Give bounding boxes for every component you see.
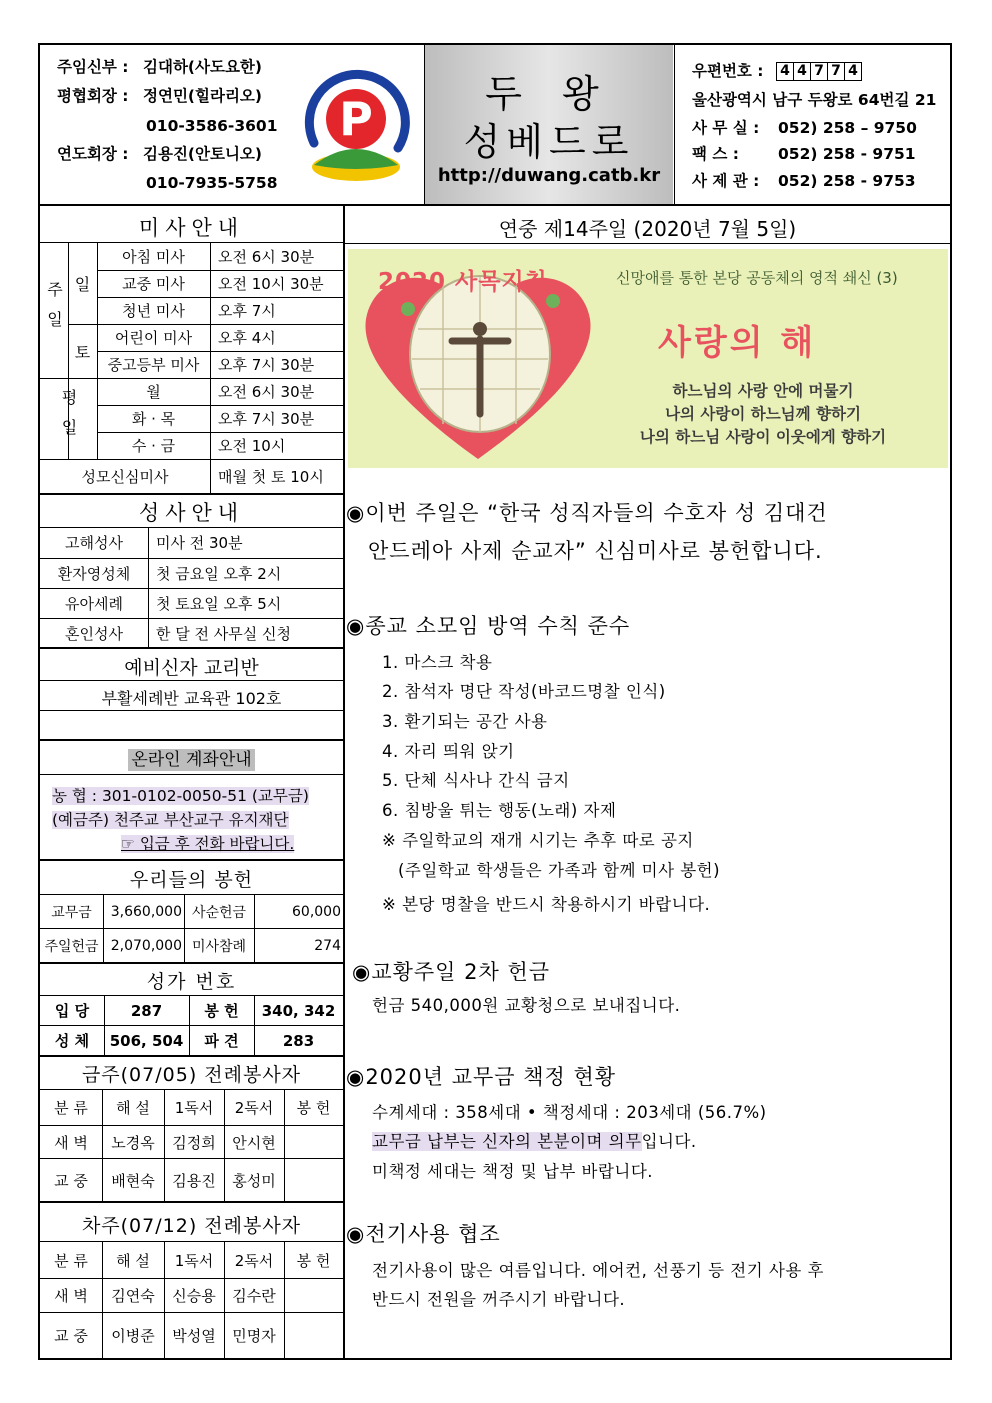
rule bbox=[40, 1201, 343, 1203]
servers-head: 봉 헌 bbox=[296, 1251, 331, 1270]
servers-this-title: 금주(07/05) 전례봉사자 bbox=[81, 1064, 302, 1086]
sacrament-value: 첫 금요일 오후 2시 bbox=[156, 565, 282, 583]
mass-time: 오후 7시 30분 bbox=[218, 410, 315, 428]
office-phone: 052) 258 – 9750 bbox=[778, 119, 917, 137]
title-line1: 두 왕 bbox=[485, 72, 613, 116]
title-left-border bbox=[424, 43, 425, 205]
account-title: 온라인 계좌안내 bbox=[128, 749, 254, 771]
mass-name: 중고등부 미사 bbox=[107, 356, 200, 374]
weekday-group-label: 평일 bbox=[59, 388, 78, 449]
notice2-title: ◉종교 소모임 방역 수칙 준수 bbox=[346, 614, 631, 638]
column-divider bbox=[343, 205, 345, 1360]
servers-cell: 안시현 bbox=[232, 1133, 276, 1152]
hymn-label: 입 당 bbox=[54, 1002, 90, 1020]
fax-number: 052) 258 - 9751 bbox=[778, 145, 916, 163]
servers-next-title: 차주(07/12) 전례봉사자 bbox=[81, 1215, 302, 1237]
rule bbox=[40, 1055, 343, 1057]
council-label: 평협회장 : bbox=[57, 87, 129, 105]
offering-label: 사순헌금 bbox=[191, 904, 247, 921]
rule bbox=[40, 647, 343, 649]
servers-cell bbox=[284, 1126, 343, 1158]
office-label: 사 무 실 : bbox=[692, 119, 760, 137]
rule bbox=[40, 962, 343, 964]
servers-head: 해 설 bbox=[116, 1099, 150, 1117]
youth-name: 김용진(안토니오) bbox=[143, 145, 262, 163]
servers-cell: 민명자 bbox=[232, 1327, 276, 1345]
account-line1-wrap bbox=[52, 784, 309, 806]
banner-title: 2020 사목지침 bbox=[378, 269, 548, 295]
hymn-number: 340, 342 bbox=[261, 1001, 336, 1020]
rule-item: 1. 마스크 착용 bbox=[382, 653, 493, 672]
website-url[interactable]: http://duwang.catb.kr bbox=[437, 165, 661, 186]
zip-digit: 7 bbox=[811, 62, 828, 81]
rule bbox=[40, 859, 343, 861]
hymn-number: 283 bbox=[282, 1031, 315, 1050]
notice4-highlight: 교무금 납부는 신자의 본분이며 의무 bbox=[372, 1132, 642, 1151]
notice4-line2-rest: 입니다. bbox=[641, 1132, 697, 1151]
servers-head: 분 류 bbox=[54, 1251, 88, 1270]
sunday-group-label: 주일 bbox=[44, 280, 64, 341]
figure-head bbox=[473, 322, 487, 336]
offering-amount: 2,070,000 bbox=[110, 937, 182, 954]
servers-cell: 박성열 bbox=[172, 1327, 216, 1345]
banner-headline: 사랑의 해 bbox=[658, 323, 817, 363]
youth-label: 연도회장 : bbox=[57, 145, 129, 163]
sacrament-name: 고해성사 bbox=[65, 534, 123, 552]
mass-name: 월 bbox=[146, 383, 161, 401]
sacrament-name: 환자영성체 bbox=[57, 565, 131, 583]
offering-amount: 3,660,000 bbox=[110, 903, 182, 920]
account-title-wrap bbox=[40, 745, 343, 770]
rule bbox=[40, 680, 343, 681]
notice5-line1: 전기사용이 많은 여름입니다. 에어컨, 선풍기 등 전기 사용 후 bbox=[372, 1261, 824, 1280]
rule-item: 6. 침방울 튀는 행동(노래) 자제 bbox=[382, 801, 617, 820]
sacrament-name: 혼인성사 bbox=[65, 624, 123, 643]
mass-time: 오후 7시 bbox=[218, 302, 276, 320]
hymn-title: 성가 번호 bbox=[146, 971, 237, 993]
saturday-day-label: 토 bbox=[74, 342, 91, 362]
account-note: ☞ 입금 후 전화 바랍니다. bbox=[121, 835, 295, 853]
sacrament-value: 미사 전 30분 bbox=[156, 534, 243, 552]
servers-cell bbox=[284, 1279, 343, 1312]
servers-head: 1독서 bbox=[174, 1099, 214, 1117]
banner-line3: 나의 하느님 사랑이 이웃에게 향하기 bbox=[639, 428, 887, 446]
rule-item: 2. 참석자 명단 작성(바코드명찰 인식) bbox=[382, 682, 666, 701]
zip-digit: 7 bbox=[828, 62, 845, 81]
servers-head: 2독서 bbox=[234, 1099, 274, 1117]
council-phone: 010-3586-3601 bbox=[146, 117, 278, 135]
offering-amount: 274 bbox=[314, 937, 341, 954]
account-line2-wrap bbox=[52, 808, 289, 830]
catechumen-title: 예비신자 교리반 bbox=[124, 657, 259, 679]
notice5-line2: 반드시 전원을 꺼주시기 바랍니다. bbox=[372, 1290, 626, 1309]
rectory-phone: 052) 258 - 9753 bbox=[778, 172, 916, 190]
mass-name: 아침 미사 bbox=[122, 248, 185, 266]
mass-name: 화 · 목 bbox=[131, 410, 176, 428]
servers-head: 1독서 bbox=[174, 1251, 214, 1270]
servers-cell: 교 중 bbox=[54, 1171, 88, 1190]
leaf-dot bbox=[546, 294, 560, 308]
title-block bbox=[425, 45, 673, 204]
zip-digit: 4 bbox=[776, 62, 794, 81]
hymn-label: 성 체 bbox=[54, 1032, 90, 1050]
servers-head: 해 설 bbox=[116, 1251, 150, 1270]
notice5-title: ◉전기사용 협조 bbox=[346, 1222, 501, 1246]
rule bbox=[40, 739, 343, 741]
servers-cell: 배현숙 bbox=[111, 1171, 155, 1190]
servers-cell: 김용진 bbox=[172, 1171, 216, 1190]
notice4-line2 bbox=[372, 1128, 697, 1152]
rule-note: ※ 주일학교의 재개 시기는 추후 따로 공지 bbox=[382, 831, 694, 850]
sunday-day-label: 일 bbox=[74, 275, 91, 294]
servers-head: 2독서 bbox=[234, 1251, 274, 1270]
logo-letter: P bbox=[339, 92, 373, 146]
account-number: 농 협 : 301-0102-0050-51 (교무금) bbox=[52, 787, 309, 805]
servers-cell bbox=[284, 1313, 343, 1358]
zip-digit: 4 bbox=[845, 62, 862, 81]
notice4-line3: 미책정 세대는 책정 및 납부 바랍니다. bbox=[372, 1162, 654, 1181]
notice3-text: 헌금 540,000원 교황청으로 보내집니다. bbox=[372, 996, 681, 1015]
offering-amount: 60,000 bbox=[292, 903, 341, 920]
mass-name: 청년 미사 bbox=[122, 302, 185, 320]
account-holder: (예금주) 천주교 부산교구 유지재단 bbox=[52, 811, 289, 829]
sacrament-title: 성사안내 bbox=[138, 501, 245, 525]
notice4-title: ◉2020년 교무금 책정 현황 bbox=[346, 1065, 617, 1089]
hymn-number: 287 bbox=[130, 1001, 163, 1020]
mass-name: 어린이 미사 bbox=[114, 329, 193, 347]
mass-time: 오후 4시 bbox=[218, 329, 276, 347]
rule-item: 4. 자리 띄워 앉기 bbox=[382, 742, 515, 761]
mass-time: 오전 6시 30분 bbox=[218, 383, 315, 401]
offering-label: 교무금 bbox=[51, 904, 92, 921]
council-name: 정연민(힐라리오) bbox=[143, 87, 262, 105]
notice1-line1: ◉이번 주일은 “한국 성직자들의 수호자 성 김대건 bbox=[346, 501, 828, 525]
mass-name: 교중 미사 bbox=[122, 275, 185, 293]
rule-item: 5. 단체 식사나 간식 금지 bbox=[382, 771, 570, 790]
account-line3-wrap bbox=[121, 832, 294, 854]
servers-cell: 김수란 bbox=[232, 1287, 276, 1305]
mass-name: 수 · 금 bbox=[131, 437, 176, 455]
youth-phone: 010-7935-5758 bbox=[146, 174, 278, 192]
offering-title: 우리들의 봉헌 bbox=[129, 869, 254, 891]
zip-boxes bbox=[776, 62, 862, 81]
catechumen-class: 부활세례반 교육관 102호 bbox=[101, 689, 282, 708]
title-line2: 성베드로 bbox=[463, 120, 635, 164]
rule-item: 3. 환기되는 공간 사용 bbox=[382, 712, 548, 731]
servers-head: 봉 헌 bbox=[296, 1099, 331, 1117]
servers-cell: 새 벽 bbox=[54, 1133, 88, 1152]
servers-head: 분 류 bbox=[54, 1099, 88, 1117]
sacrament-name: 유아세례 bbox=[65, 595, 123, 613]
rectory-label: 사 제 관 : bbox=[692, 172, 760, 190]
mass-time: 오전 10시 bbox=[218, 437, 286, 455]
servers-cell: 김연숙 bbox=[111, 1287, 155, 1305]
offering-label: 주일헌금 bbox=[44, 938, 99, 955]
rule bbox=[68, 324, 98, 325]
logo-green-hill bbox=[314, 149, 398, 169]
servers-cell: 노경옥 bbox=[111, 1133, 155, 1152]
hymn-number: 506, 504 bbox=[109, 1031, 184, 1050]
offering-label: 미사참례 bbox=[191, 938, 247, 955]
servers-cell: 홍성미 bbox=[232, 1171, 276, 1190]
week-title: 연중 제14주일 (2020년 7월 5일) bbox=[498, 217, 797, 241]
pastoral-banner bbox=[348, 249, 948, 468]
special-mass-time: 매월 첫 토 10시 bbox=[218, 467, 324, 486]
zip-digit: 4 bbox=[794, 62, 811, 81]
zip-label: 우편번호 : bbox=[692, 62, 764, 80]
sacrament-value: 첫 토요일 오후 5시 bbox=[156, 595, 282, 613]
servers-cell bbox=[284, 1159, 343, 1201]
rule-note: ※ 본당 명찰을 반드시 착용하시기 바랍니다. bbox=[382, 895, 711, 914]
title-right-border bbox=[674, 43, 675, 205]
header-divider bbox=[38, 204, 952, 206]
mass-time: 오전 6시 30분 bbox=[218, 248, 315, 266]
notice3-title: ◉교황주일 2차 헌금 bbox=[352, 960, 551, 984]
rule bbox=[40, 710, 343, 711]
banner-line1: 하느님의 사랑 안에 머물기 bbox=[672, 382, 854, 400]
address: 울산광역시 남구 두왕로 64번길 21 bbox=[692, 91, 937, 109]
banner-line2: 나의 사랑이 하느님께 향하기 bbox=[665, 405, 861, 423]
leaf-dot bbox=[401, 302, 415, 316]
rule bbox=[345, 243, 950, 244]
pastor-name: 김대하(사도요한) bbox=[143, 58, 262, 76]
rule bbox=[40, 493, 343, 495]
special-mass-name: 성모신심미사 bbox=[81, 467, 169, 486]
rule bbox=[40, 774, 343, 775]
servers-cell: 김정희 bbox=[172, 1133, 216, 1152]
notice4-line1: 수계세대 : 358세대 • 책정세대 : 203세대 (56.7%) bbox=[372, 1103, 767, 1122]
mass-time: 오전 10시 30분 bbox=[218, 275, 324, 293]
fax-label: 팩 스 : bbox=[692, 145, 739, 163]
rule-note: (주일학교 학생들은 가족과 함께 미사 봉헌) bbox=[398, 861, 721, 880]
mass-title: 미사안내 bbox=[138, 216, 245, 240]
servers-cell: 이병준 bbox=[111, 1327, 155, 1345]
hymn-label: 파 견 bbox=[204, 1032, 239, 1050]
notice1-line2: 안드레아 사제 순교자” 신심미사로 봉헌합니다. bbox=[368, 539, 823, 563]
servers-cell: 교 중 bbox=[54, 1327, 88, 1345]
servers-cell: 신승용 bbox=[172, 1287, 216, 1305]
hymn-label: 봉 헌 bbox=[204, 1002, 239, 1020]
servers-cell: 새 벽 bbox=[54, 1287, 88, 1305]
parish-logo bbox=[300, 63, 412, 193]
mass-time: 오후 7시 30분 bbox=[218, 356, 315, 374]
sacrament-value: 한 달 전 사무실 신청 bbox=[156, 624, 291, 643]
banner-subtitle: 신망애를 통한 본당 공동체의 영적 쇄신 (3) bbox=[616, 269, 898, 287]
pastor-label: 주임신부 : bbox=[57, 58, 129, 76]
